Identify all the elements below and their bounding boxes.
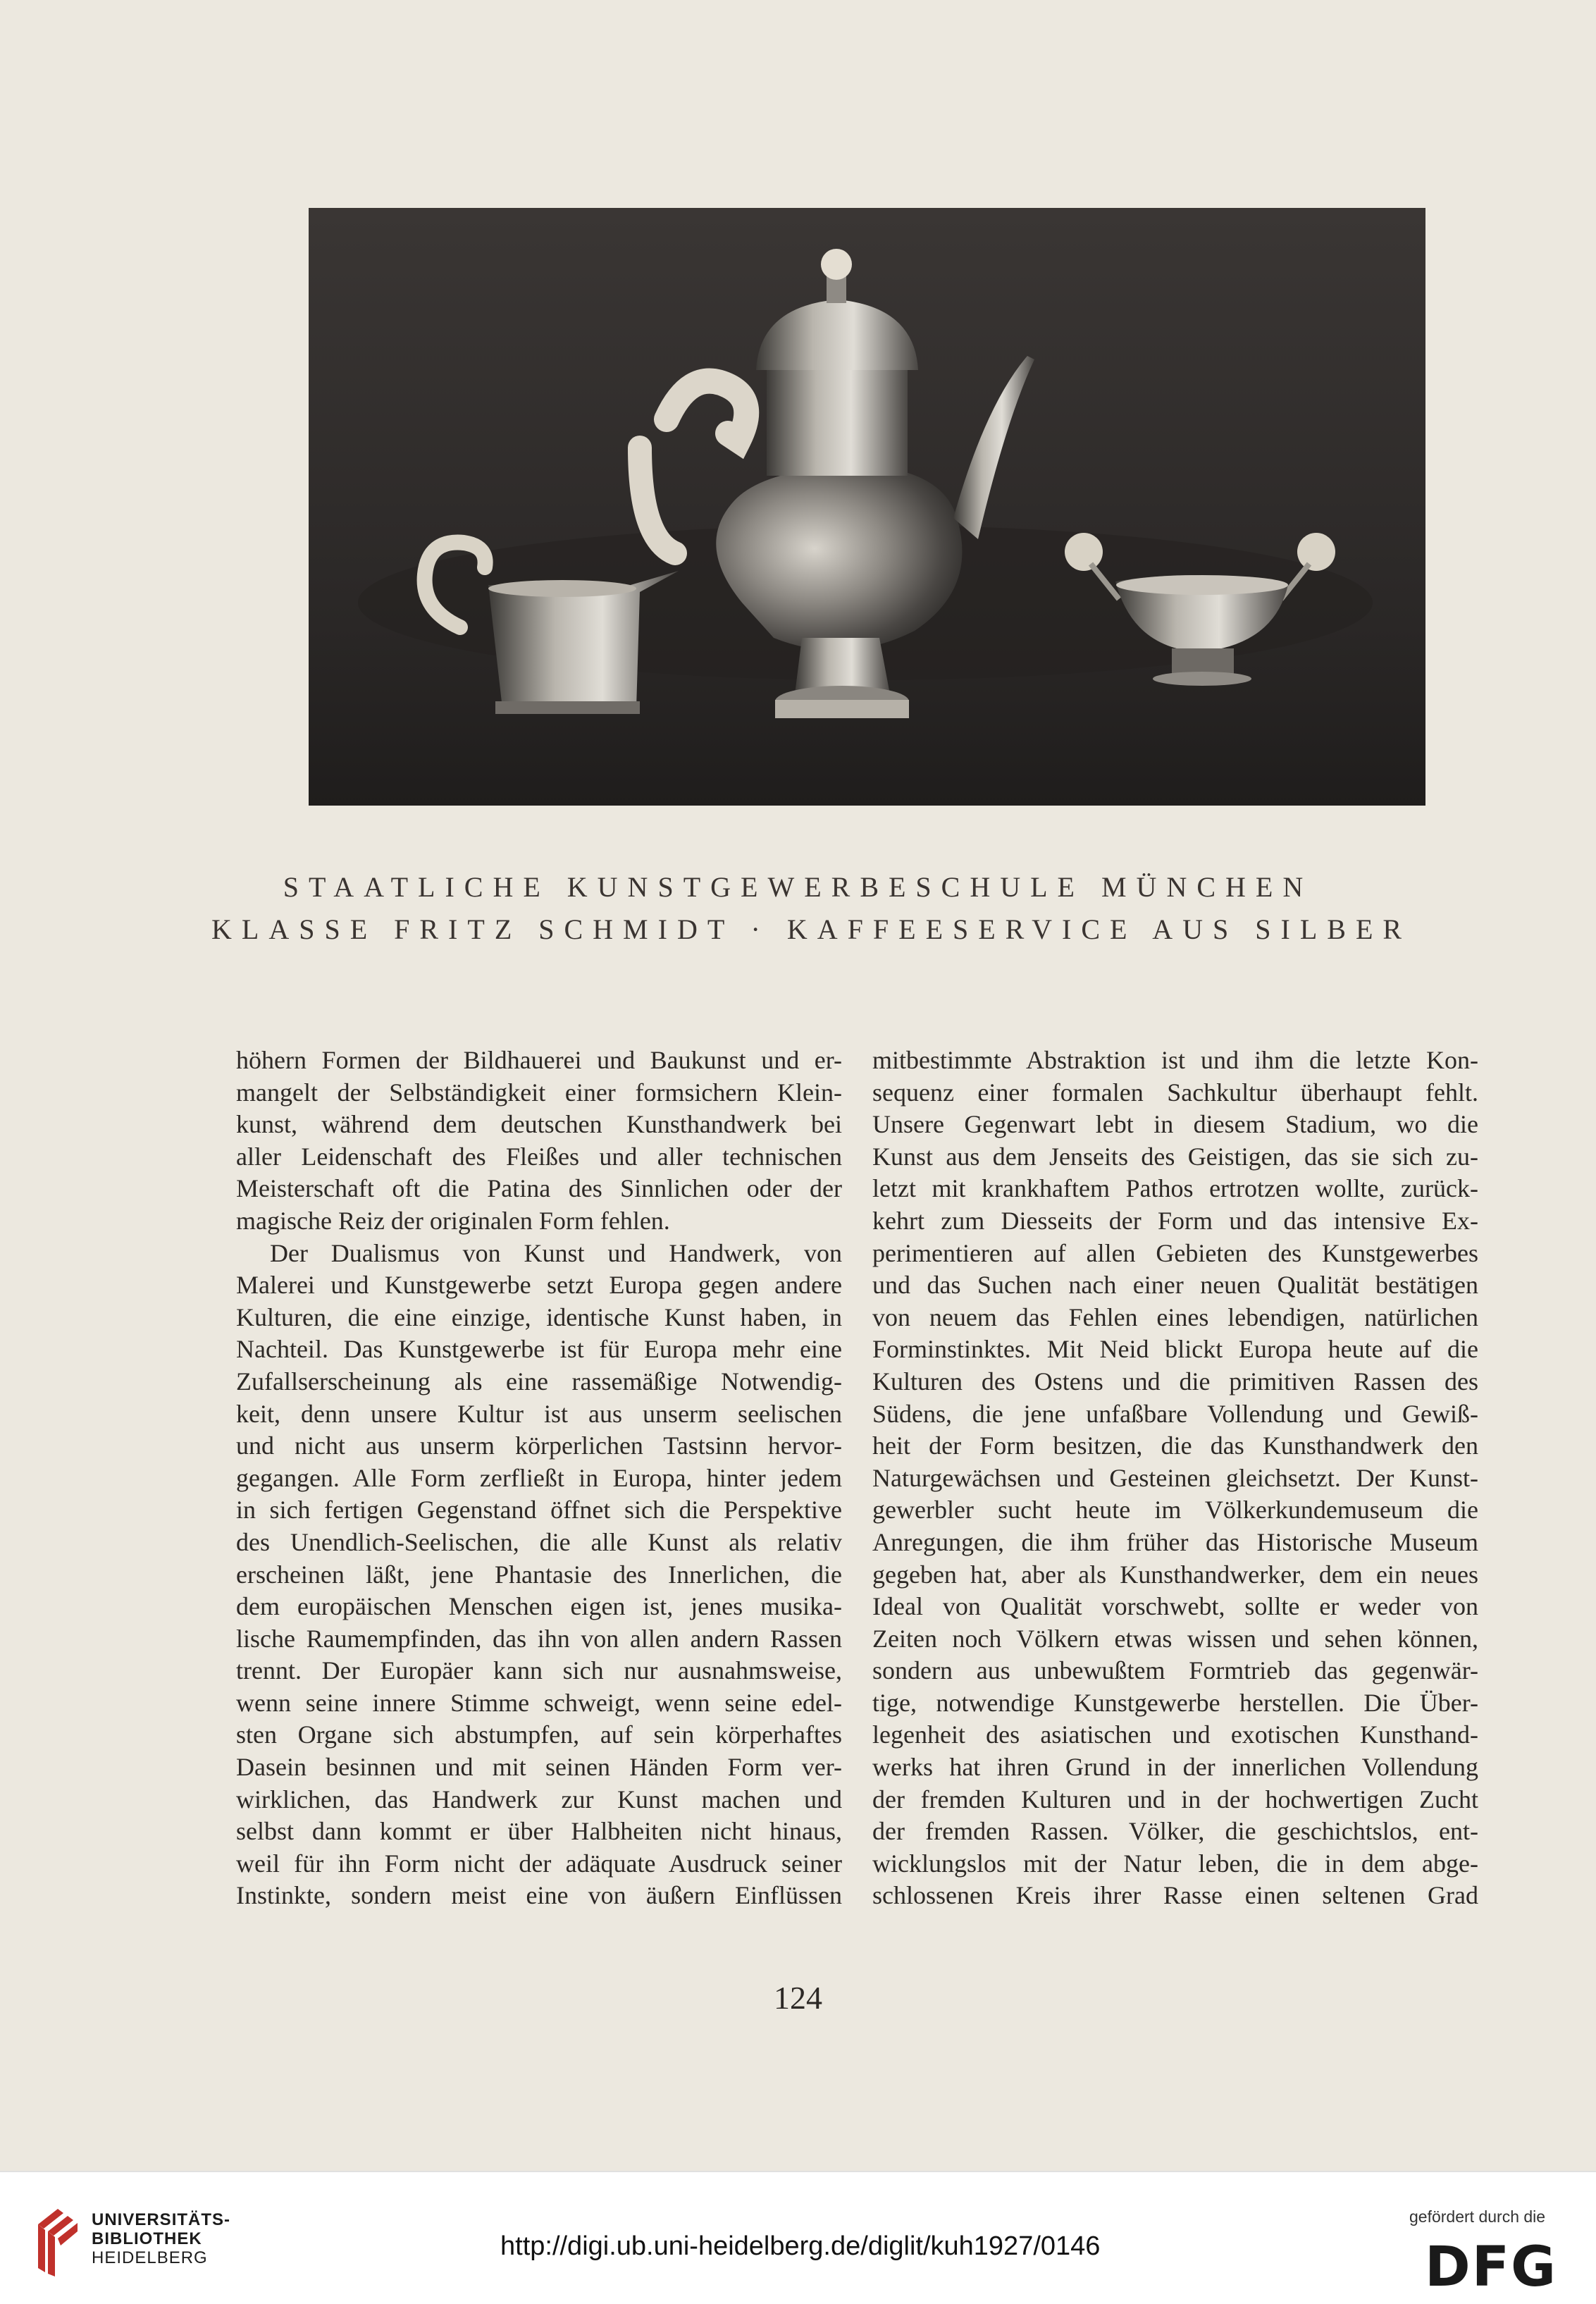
page-number: 124 (774, 1980, 822, 2016)
caption-line-1: STAATLICHE KUNSTGEWERBESCHULE MÜNCHEN (283, 871, 1313, 903)
text-line: von neuem das Fehlen eines lebendigen, natürlichen (872, 1302, 1478, 1331)
dfg-logo: DFG (1425, 2236, 1558, 2299)
left-text-column (236, 1045, 842, 1912)
text-line: der fremden Rassen. Völker, die geschichtslos, ent- (872, 1817, 1478, 1846)
text-line: aller Leidenschaft des Fleißes und aller technischen (236, 1142, 842, 1171)
funding-label: gefördert durch die (1409, 2207, 1546, 2226)
caption-line-2: KLASSE FRITZ SCHMIDT · KAFFEESERVICE AUS SILBER (211, 913, 1412, 945)
text-line: erscheinen läßt, jene Phantasie des Innerlichen, die (236, 1560, 842, 1589)
text-line: Ideal von Qualität vorschwebt, sollte er weder von (872, 1592, 1478, 1621)
text-line: und das Suchen nach einer neuen Qualität bestätigen (872, 1271, 1478, 1300)
text-line: gewerbler sucht heute im Völkerkundemuseum die (872, 1496, 1478, 1524)
silver-coffee-service-image (309, 208, 1425, 806)
right-text-column (872, 1045, 1478, 1912)
text-line: sondern aus unbewußtem Formtrieb das gegenwär- (872, 1656, 1478, 1685)
text-line: in sich fertigen Gegenstand öffnet sich die Perspektive (236, 1496, 842, 1524)
library-name-line: UNIVERSITÄTS- (92, 2210, 231, 2229)
university-library-logo-icon (32, 2203, 82, 2277)
digitization-footer (0, 2171, 1596, 2304)
text-line: trennt. Der Europäer kann sich nur ausnahmsweise, (236, 1656, 842, 1685)
text-line: wenn seine innere Stimme schweigt, wenn seine edel- (236, 1688, 842, 1717)
text-line: gegangen. Alle Form zerfließt in Europa, hinter jedem (236, 1463, 842, 1492)
text-line: Dasein besinnen und mit seinen Händen Form ver- (236, 1753, 842, 1782)
text-line: kunst, während dem deutschen Kunsthandwerk bei (236, 1110, 842, 1139)
text-line: Zeiten noch Völkern etwas wissen und sehen können, (872, 1624, 1478, 1653)
text-line: magische Reiz der originalen Form fehlen. (236, 1206, 670, 1235)
text-line: Naturgewächsen und Gesteinen gleichsetzt. Der Kunst- (872, 1463, 1478, 1492)
text-line: Der Dualismus von Kunst und Handwerk, von (270, 1238, 842, 1267)
text-line: höhern Formen der Bildhauerei und Baukunst und er- (236, 1046, 842, 1074)
text-line: Forminstinktes. Mit Neid blickt Europa heute auf die (872, 1335, 1478, 1364)
library-name-line: HEIDELBERG (92, 2248, 208, 2267)
university-library-name (92, 2210, 230, 2267)
text-line: Kunst aus dem Jenseits des Geistigen, das sie sich zu- (872, 1142, 1478, 1171)
text-line: wirklichen, das Handwerk zur Kunst machen und (236, 1785, 842, 1813)
text-line: heit der Form besitzen, die das Kunsthandwerk den (872, 1431, 1478, 1460)
permalink-url[interactable]: http://digi.ub.uni-heidelberg.de/diglit/kuh1927/0146 (500, 2231, 1101, 2261)
text-line: tige, notwendige Kunstgewerbe herstellen. Die Über- (872, 1688, 1478, 1717)
text-line: perimentieren auf allen Gebieten des Kunstgewerbes (872, 1238, 1478, 1267)
text-line: Instinkte, sondern meist eine von äußern Einflüssen (236, 1881, 842, 1910)
text-line: schlossenen Kreis ihrer Rasse einen seltenen Grad (872, 1881, 1478, 1910)
coffee-service-photo (309, 208, 1425, 806)
text-line: kehrt zum Diesseits der Form und das intensive Ex- (872, 1206, 1478, 1235)
text-line: der fremden Kulturen und in der hochwertigen Zucht (872, 1785, 1478, 1813)
text-line: Kulturen, die eine einzige, identische Kunst haben, in (236, 1302, 842, 1331)
text-line: letzt mit krankhaftem Pathos ertrotzen wollte, zurück- (872, 1174, 1478, 1203)
text-line: Zufallserscheinung als eine rassemäßige Notwendig- (236, 1367, 842, 1396)
text-line: Anregungen, die ihm früher das Historische Museum (872, 1527, 1478, 1556)
text-line: sten Organe sich abstumpfen, auf sein körperhaftes (236, 1720, 842, 1749)
text-line: mitbestimmte Abstraktion ist und ihm die letzte Kon- (872, 1046, 1478, 1074)
text-line: sequenz einer formalen Sachkultur überhaupt fehlt. (872, 1078, 1478, 1107)
text-line: und nicht aus unserm körperlichen Tastsinn hervor- (236, 1431, 842, 1460)
text-line: gegeben hat, aber als Kunsthandwerker, dem ein neues (872, 1560, 1478, 1589)
text-line: weil für ihn Form nicht der adäquate Ausdruck seiner (236, 1849, 842, 1878)
text-line: Kulturen des Ostens und die primitiven Rassen des (872, 1367, 1478, 1396)
text-line: des Unendlich-Seelischen, die alle Kunst als relativ (236, 1527, 842, 1556)
library-name-line: BIBLIOTHEK (92, 2229, 202, 2248)
text-line: Nachteil. Das Kunstgewerbe ist für Europa mehr eine (236, 1335, 842, 1364)
text-line: legenheit des asiatischen und exotischen Kunsthand- (872, 1720, 1478, 1749)
text-line: mangelt der Selbständigkeit einer formsichern Klein- (236, 1078, 842, 1107)
text-line: Meisterschaft oft die Patina des Sinnlichen oder der (236, 1174, 842, 1203)
text-line: Südens, die jene unfaßbare Vollendung und Gewiß- (872, 1399, 1478, 1428)
text-line: Unsere Gegenwart lebt in diesem Stadium, wo die (872, 1110, 1478, 1139)
text-line: dem europäischen Menschen eigen ist, jenes musika- (236, 1592, 842, 1621)
text-line: selbst dann kommt er über Halbheiten nicht hinaus, (236, 1817, 842, 1846)
text-line: keit, denn unsere Kultur ist aus unserm seelischen (236, 1399, 842, 1428)
text-line: lische Raumempfinden, das ihn von allen andern Rassen (236, 1624, 842, 1653)
text-line: wicklungslos mit der Natur leben, die in dem abge- (872, 1849, 1478, 1878)
text-line: werks hat ihren Grund in der innerlichen Vollendung (872, 1753, 1478, 1782)
text-line: Malerei und Kunstgewerbe setzt Europa gegen andere (236, 1271, 842, 1300)
